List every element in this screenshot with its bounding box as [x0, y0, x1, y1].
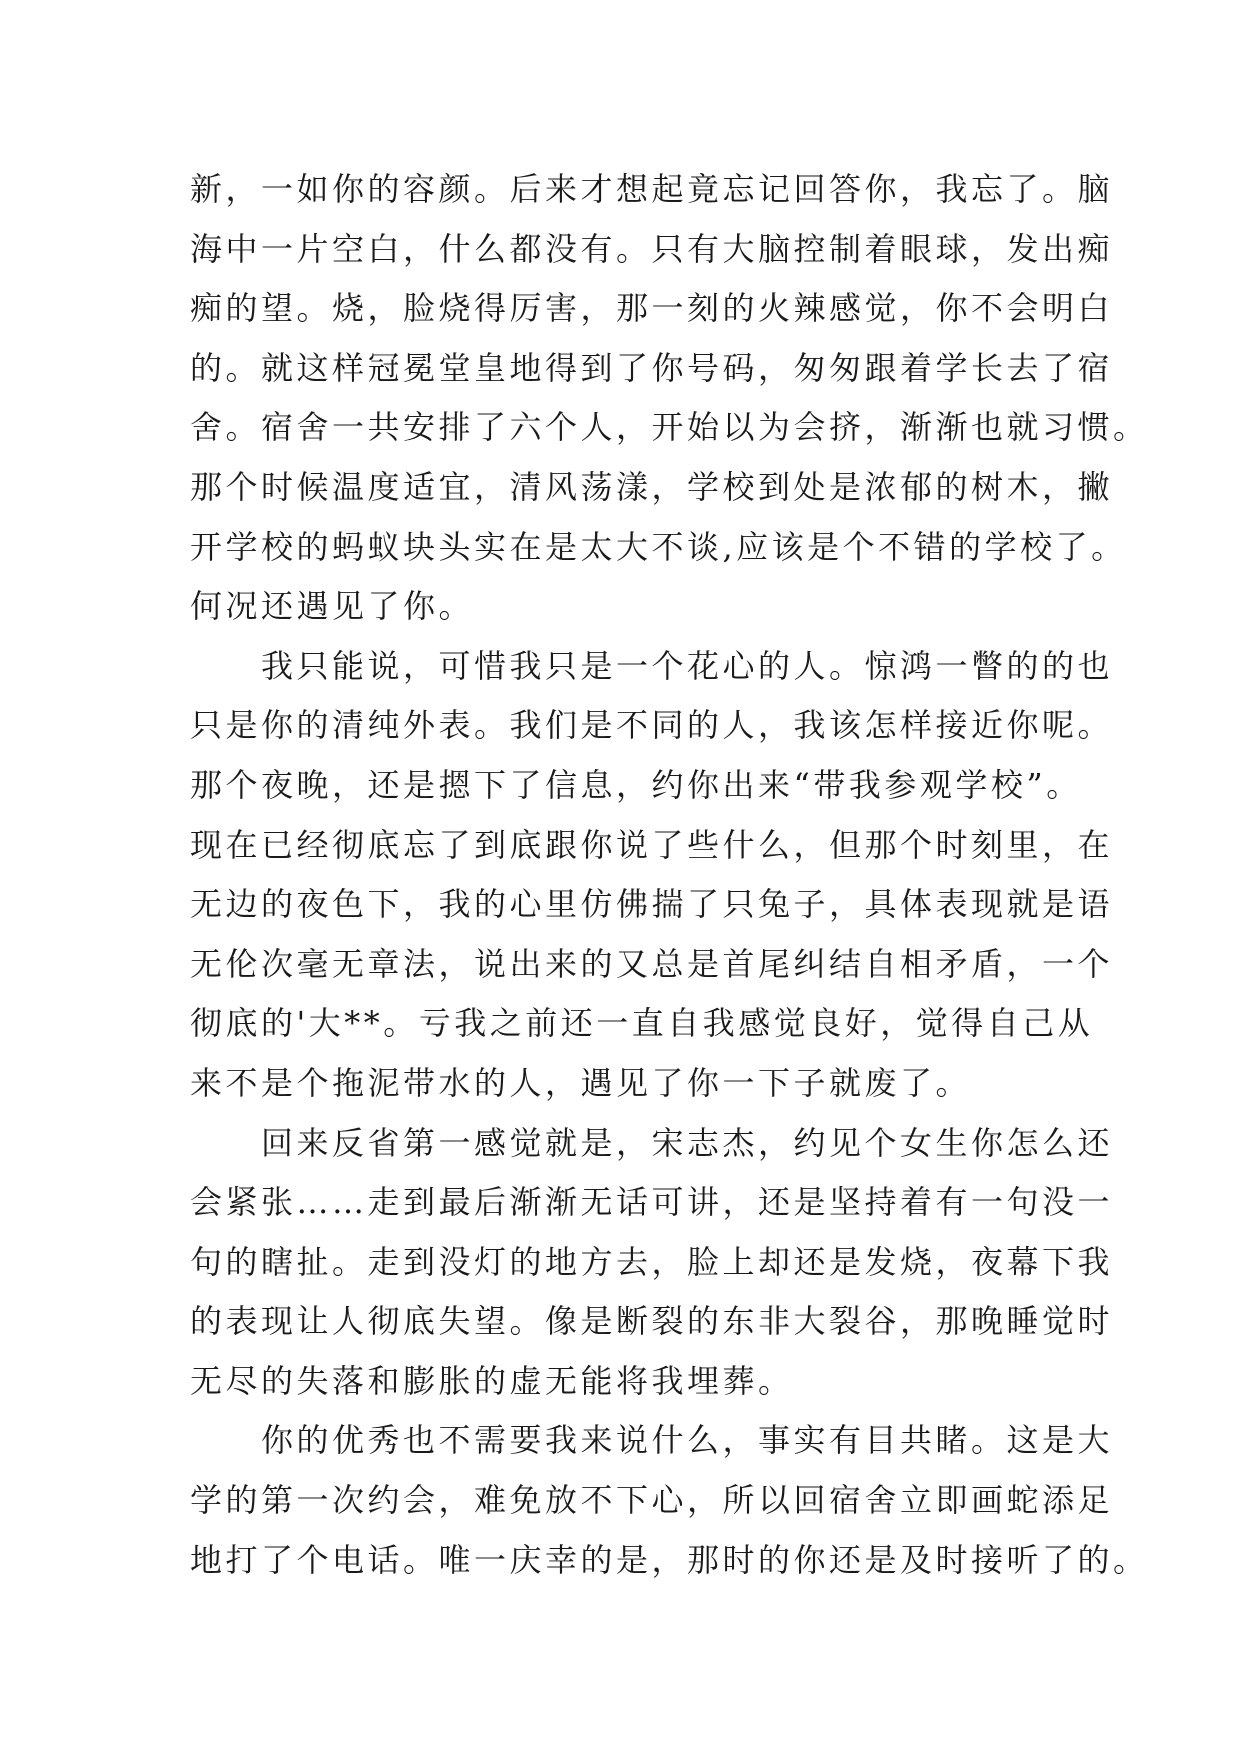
- text-line: 只是你的清纯外表。我们是不同的人，我该怎样接近你呢。: [190, 706, 1114, 745]
- text-line: 来不是个拖泥带水的人，遇见了你一下子就废了。: [190, 1063, 972, 1102]
- text-line: 地打了个电话。唯一庆幸的是，那时的你还是及时接听了的。: [190, 1540, 1149, 1579]
- text-line: 无伦次毫无章法，说出来的又总是首尾纠结自相矛盾，一个: [190, 944, 1114, 983]
- text-line: 海中一片空白，什么都没有。只有大脑控制着眼球，发出痴: [190, 229, 1114, 268]
- text-line: 那个夜晚，还是摁下了信息，约你出来“带我参观学校”。: [190, 765, 1082, 804]
- text-line: 何况还遇见了你。: [190, 587, 475, 626]
- text-line: 句的瞎扯。走到没灯的地方去，脸上却还是发烧，夜幕下我: [190, 1242, 1114, 1281]
- body-text: [190, 160, 1149, 1590]
- text-line: 无边的夜色下，我的心里仿佛揣了只兔子，具体表现就是语: [190, 885, 1114, 924]
- text-line: 新，一如你的容颜。后来才想起竟忘记回答你，我忘了。脑: [190, 170, 1114, 208]
- text-line: 的。就这样冠冕堂皇地得到了你号码，匆匆跟着学长去了宿: [190, 348, 1114, 387]
- text-line: 彻底的'大**。亏我之前还一直自我感觉良好，觉得自己从: [190, 1004, 1094, 1043]
- text-line: 回来反省第一感觉就是，宋志杰，约见个女生你怎么还: [190, 1123, 1114, 1162]
- text-line: 的表现让人彻底失望。像是断裂的东非大裂谷，那晚睡觉时: [190, 1302, 1114, 1341]
- text-line: 舍。宿舍一共安排了六个人，开始以为会挤，渐渐也就习惯。: [190, 408, 1149, 447]
- text-line: 学的第一次约会，难免放不下心，所以回宿舍立即画蛇添足: [190, 1481, 1114, 1520]
- text-line: 无尽的失落和膨胀的虚无能将我埋葬。: [190, 1361, 794, 1400]
- text-line: 开学校的蚂蚁块头实在是太大不谈,应该是个不错的学校了。: [190, 527, 1127, 566]
- text-line: 现在已经彻底忘了到底跟你说了些什么，但那个时刻里，在: [190, 825, 1114, 864]
- text-line: 痴的望。烧，脸烧得厉害，那一刻的火辣感觉，你不会明白: [190, 289, 1114, 328]
- text-line: 那个时候温度适宜，清风荡漾，学校到处是浓郁的树木，撇: [190, 467, 1114, 506]
- text-line: 我只能说，可惜我只是一个花心的人。惊鸿一瞥的的也: [190, 646, 1114, 685]
- text-line: 你的优秀也不需要我来说什么，事实有目共睹。这是大: [190, 1421, 1114, 1460]
- text-line: 会紧张……走到最后渐渐无话可讲，还是坚持着有一句没一: [190, 1183, 1114, 1222]
